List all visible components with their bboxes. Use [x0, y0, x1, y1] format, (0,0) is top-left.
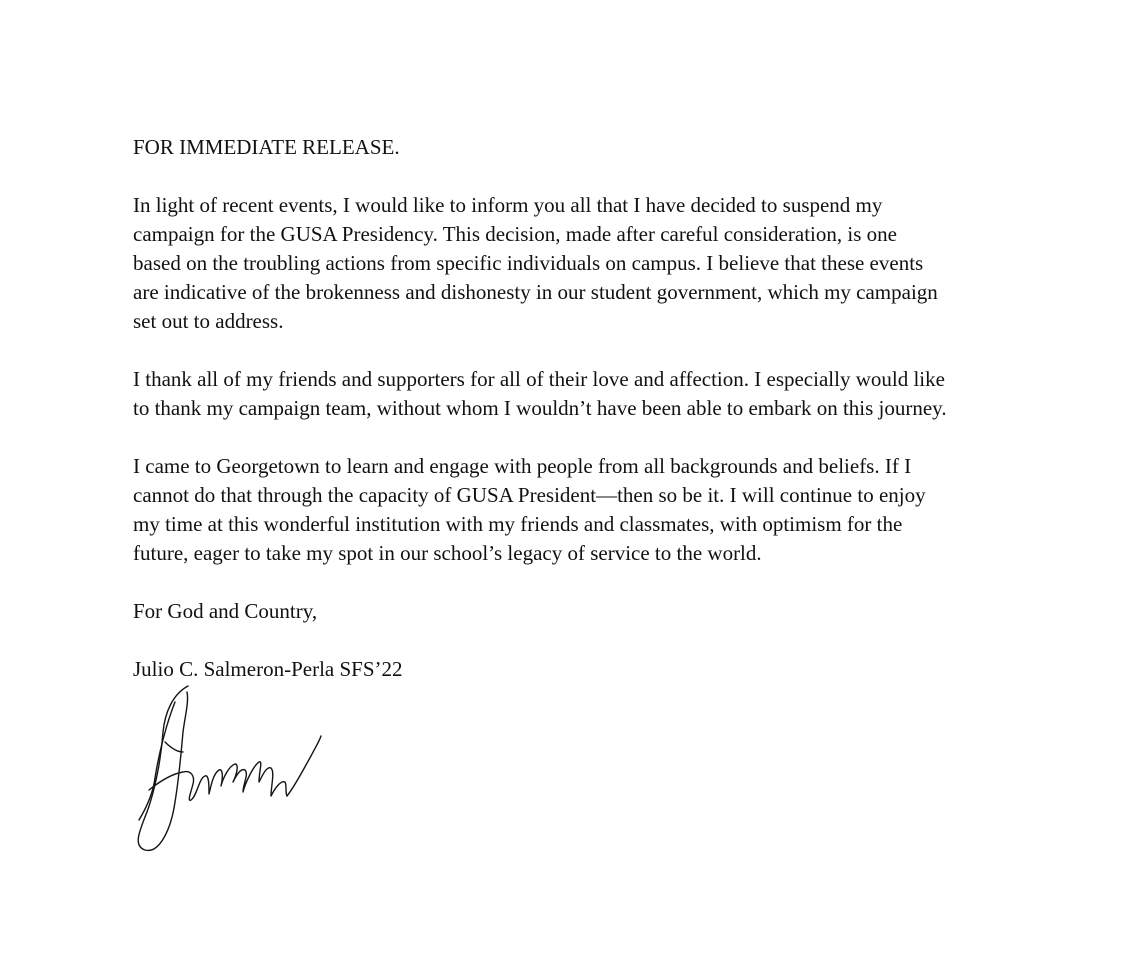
paragraph-line: are indicative of the brokenness and dishonesty in our student government, which my campaign [133, 280, 938, 304]
paragraph-line: In light of recent events, I would like to inform you all that I have decided to suspend my [133, 193, 883, 217]
signature-stroke [138, 686, 188, 850]
paragraph-line: to thank my campaign team, without whom I wouldn’t have been able to embark on this journey. [133, 396, 947, 420]
signature-stroke [149, 762, 287, 800]
closing-salutation: For God and Country, [133, 599, 318, 623]
paragraph-line: cannot do that through the capacity of GUSA President—then so be it. I will continue to enjoy [133, 483, 926, 507]
signature-stroke [287, 736, 321, 796]
release-heading: FOR IMMEDIATE RELEASE. [133, 135, 400, 159]
paragraph-line: my time at this wonderful institution with my friends and classmates, with optimism for the [133, 512, 903, 536]
paragraph-line: campaign for the GUSA Presidency. This decision, made after careful consideration, is one [133, 222, 897, 246]
paragraph-line: I thank all of my friends and supporters for all of their love and affection. I especially would like [133, 367, 945, 391]
paragraph-line: future, eager to take my spot in our school’s legacy of service to the world. [133, 541, 762, 565]
paragraph-line: based on the troubling actions from specific individuals on campus. I believe that these events [133, 251, 924, 275]
handwritten-signature [125, 682, 330, 860]
paragraph-line: set out to address. [133, 309, 284, 333]
signature-stroke [165, 742, 183, 752]
signature-stroke [139, 702, 175, 820]
signer-name: Julio C. Salmeron-Perla SFS’22 [133, 657, 403, 681]
paragraph-line: I came to Georgetown to learn and engage with people from all backgrounds and beliefs. If I [133, 454, 912, 478]
